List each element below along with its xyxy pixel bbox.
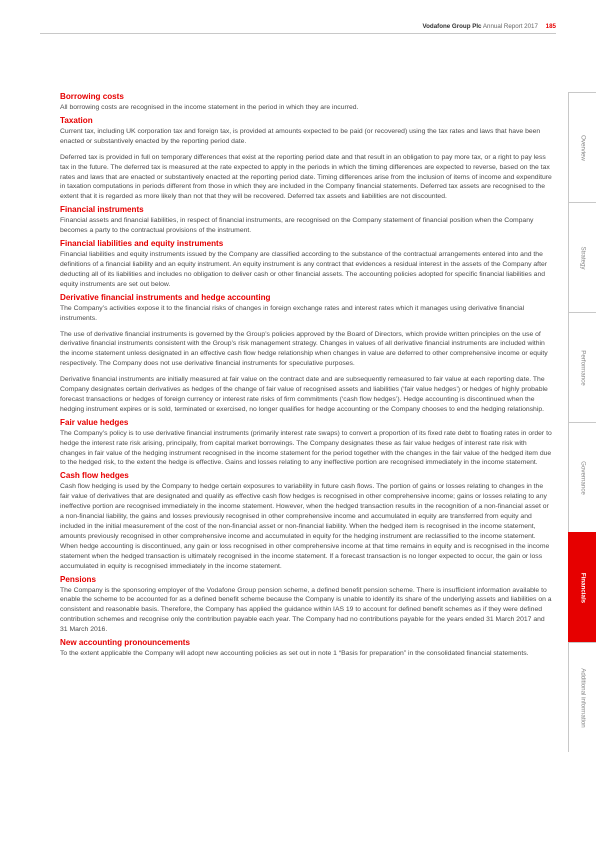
section-financial-instruments bbox=[60, 205, 554, 236]
section-paragraph: Derivative financial instruments are initially measured at fair value on the contract date and are subsequently remeasured to fair value at each reporting date. The Company designates certain derivatives as hedges of the change of fair value of recognised assets and liabilities (‘fair value hedges’) or hedges of highly probable forecast transactions or hedges of foreign currency or interest rate risks of firm commitments (‘cash flow hedges’). Hedge accounting is discontinued when the hedging instrument expires or is sold, terminated or exercised, no longer qualifies for hedge accounting or the Company chooses to end the hedging relationship. bbox=[60, 376, 548, 413]
tab-strategy[interactable] bbox=[568, 202, 596, 312]
section-heading: Cash flow hedges bbox=[60, 471, 129, 481]
tab-label: Financials bbox=[579, 572, 586, 603]
section-paragraph: To the extent applicable the Company will adopt new accounting policies as set out in note 1 “Basis for preparation” in the consolidated financial statements. bbox=[60, 650, 529, 658]
section-cash-flow-hedges bbox=[60, 471, 554, 571]
tab-label: Governance bbox=[579, 460, 586, 495]
section-heading: Financial liabilities and equity instruments bbox=[60, 239, 224, 249]
tab-performance[interactable] bbox=[568, 312, 596, 422]
section-heading: Taxation bbox=[60, 115, 93, 125]
section-financial-liabilities bbox=[60, 239, 554, 290]
section-paragraph: Current tax, including UK corporation tax and foreign tax, is provided at amounts expected to be paid (or recovered) using the tax rates and laws that have been enacted or substantively enacted by the reporting period date. bbox=[60, 127, 541, 145]
tab-label: Strategy bbox=[579, 245, 586, 270]
section-paragraph: The Company is the sponsoring employer of the Vodafone Group pension scheme, a defined benefit pension scheme. There is insufficient information available to enable the scheme to be accounted for as a defined benefit scheme because the Company is unable to identify its share of the underlying assets and liabilities on a consistent and reasonable basis. Therefore, the Company has applied the guidance within IAS 19 to account for defined benefit schemes as if they were defined contribution schemes and recognise only the contribution payable each year. The Company had no contributions payable for the years ended 31 March 2017 and 31 March 2016. bbox=[60, 586, 552, 634]
section-taxation bbox=[60, 116, 554, 202]
report-title: Annual Report 2017 bbox=[482, 23, 538, 30]
main-content bbox=[60, 92, 554, 662]
tab-label: Additional information bbox=[579, 667, 586, 728]
tab-additional-information[interactable] bbox=[568, 642, 596, 752]
section-heading: New accounting pronouncements bbox=[60, 638, 190, 648]
section-heading: Fair value hedges bbox=[60, 417, 129, 427]
section-paragraph: Financial assets and financial liabilities, in respect of financial instruments, are recognised on the Company statement of financial position when the Company becomes a party to the contractual provisions of the instrument. bbox=[60, 217, 534, 235]
section-derivatives bbox=[60, 293, 554, 415]
section-paragraph: All borrowing costs are recognised in the income statement in the period in which they are incurred. bbox=[60, 104, 359, 111]
company-name: Vodafone Group Plc bbox=[422, 23, 482, 30]
side-navigation-tabs bbox=[568, 92, 596, 752]
section-paragraph: Cash flow hedging is used by the Company to hedge certain exposures to variability in future cash flows. The portion of gains or losses relating to changes in the fair value of derivatives that are designated and qualify as effective cash flow hedges is recognised in other comprehensive income; gains or losses relating to any ineffective portion are recognised immediately in the income statement. However, when the hedged transaction results in the recognition of a non-financial asset or a non-financial liability, the gains and losses previously recognised in other comprehensive income and accumulated in equity are transferred from equity and included in the initial measurement of the cost of the non-financial asset or non-financial liability. When the hedged item is recognised in the income statement, amounts previously recognised in other comprehensive income and accumulated in equity for the hedging instrument are reclassified to the income statement. When hedge accounting is discontinued, any gain or loss recognised in other comprehensive income at that time remains in equity and is recognised in the income statement when the hedged transaction is ultimately recognised in the income statement. If a forecast transaction is no longer expected to occur, the gain or loss accumulated in equity is recognised immediately in the income statement. bbox=[60, 483, 550, 570]
page-number: 185 bbox=[545, 23, 556, 30]
section-pensions bbox=[60, 575, 554, 636]
section-paragraph: The Company’s policy is to use derivative financial instruments (primarily interest rate swaps) to convert a proportion of its fixed rate debt to floating rates in order to hedge the interest rate risk arising, principally, from capital market borrowings. The Company designates these as fair value hedges of interest rate risk with changes in fair value of the hedging instrument recognised in the income statement for the period together with the changes in the fair value of the hedged item due to the hedged risk, to the extent the hedge is effective. Gains and losses relating to any ineffective portion are recognised immediately in the income statement. bbox=[60, 429, 552, 467]
section-borrowing-costs bbox=[60, 92, 554, 113]
section-paragraph: Financial liabilities and equity instruments issued by the Company are classified according to the substance of the contractual arrangements entered into and the definitions of a financial liability and an equity instrument. An equity instrument is any contract that evidences a residual interest in the assets of the Company after deducting all of its liabilities and includes no obligation to deliver cash or other financial assets. The accounting policies adopted for specific financial liabilities and equity instruments are set out below. bbox=[60, 251, 547, 288]
section-new-accounting bbox=[60, 638, 554, 659]
tab-label: Overview bbox=[579, 134, 586, 161]
tab-label: Performance bbox=[579, 349, 586, 386]
page-header bbox=[422, 23, 556, 30]
header-divider bbox=[40, 33, 556, 34]
section-paragraph: The use of derivative financial instruments is governed by the Group’s policies approved by the Board of Directors, which provide written principles on the use of derivative financial instruments consistent with the Group’s risk management strategy. Changes in values of all derivative financial instruments are included within the income statement unless designated in an effective cash flow hedge relationship when changes in value are deferred to other comprehensive income or equity respectively. The Company does not use derivative financial instruments for speculative purposes. bbox=[60, 330, 548, 368]
tab-financials[interactable] bbox=[568, 532, 596, 642]
section-heading: Derivative financial instruments and hedge accounting bbox=[60, 292, 271, 302]
section-paragraph: The Company’s activities expose it to the financial risks of changes in foreign exchange rates and interest rates which it manages using derivative financial instruments. bbox=[60, 304, 525, 322]
tab-governance[interactable] bbox=[568, 422, 596, 532]
section-paragraph: Deferred tax is provided in full on temporary differences that exist at the reporting period date and that result in an obligation to pay more tax, or a right to pay less tax in the future. The deferred tax is measured at the rate expected to apply in the periods in which the timing differences are expected to reverse, based on the tax rates and laws that are enacted or substantively enacted at the reporting period date. Timing differences arise from the inclusion of items of income and expenditure in taxation computations in periods different from those in which they are included in the Company financial statements. Deferred tax assets are recognised to the extent that it is regarded as more likely than not that they will be recovered. Deferred tax assets and liabilities are not discounted. bbox=[60, 153, 552, 201]
section-fair-value-hedges bbox=[60, 418, 554, 469]
section-heading: Financial instruments bbox=[60, 205, 144, 215]
section-heading: Borrowing costs bbox=[60, 92, 124, 101]
tab-overview[interactable] bbox=[568, 92, 596, 202]
section-heading: Pensions bbox=[60, 574, 96, 584]
